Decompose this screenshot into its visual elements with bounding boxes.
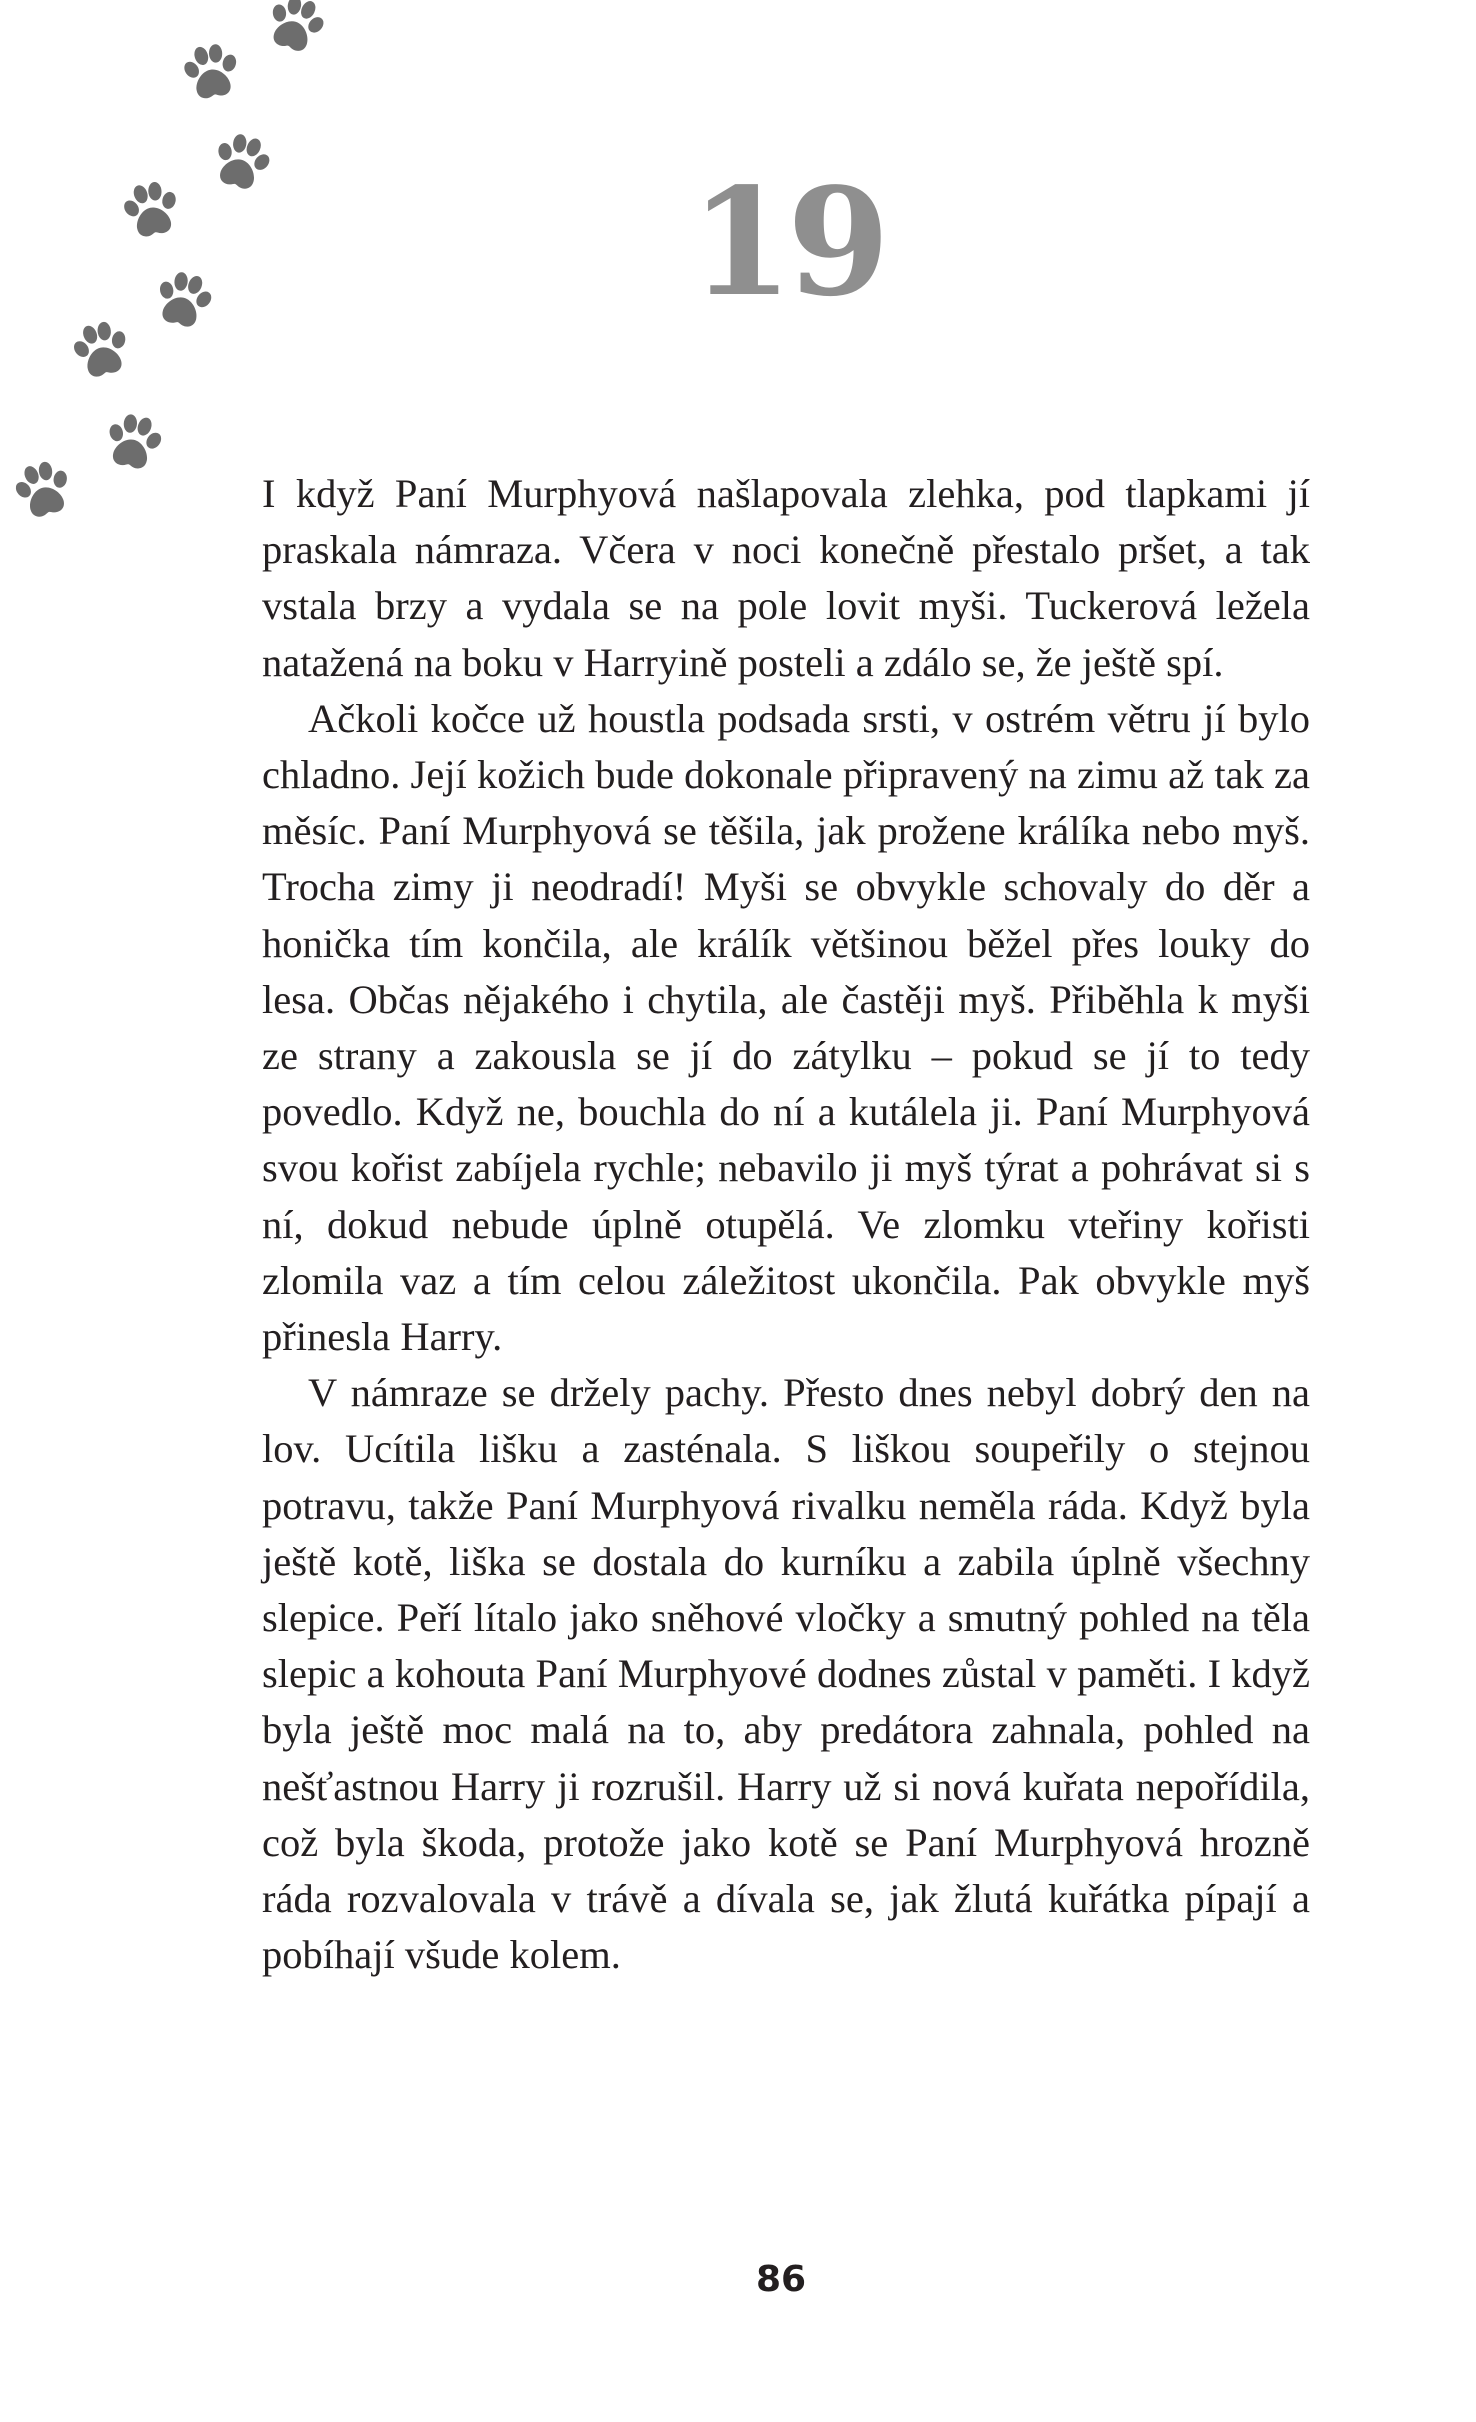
paragraph: I když Paní Murphyová našlapovala zlehka, pod tlapkami jí praskala námraza. Včera v noci konečně přestalo pršet, a tak vstala brzy a vydala se na pole lovit myši. Tuckerová ležela natažená na boku v Harryině posteli a zdálo se, že ještě spí.: [262, 471, 1310, 685]
chapter-text: [262, 466, 1310, 1983]
paw-print-icon: [253, 0, 336, 67]
paragraph: Ačkoli kočce už houstla podsada srsti, v ostrém větru jí bylo chladno. Její kožich bude dokonale připravený na zimu až tak za měsíc. Paní Murphyová se těšila, jak prožene králíka nebo myš. Trocha zimy ji neodradí! Myši se obvykle schovaly do děr a honička tím končila, ale králík většinou běžel přes louky do lesa. Občas nějakého i chytila, ale častěji myš. Přiběhla k myši ze strany a zakousla se jí do zátylku – pokud se jí to tedy povedlo. Když ne, bouchla do ní a kutálela ji. Paní Murphyová svou kořist zabíjela rychle; nebavilo ji myš týrat a pohrávat si s ní, dokud nebude úplně otupělá. Ve zlomku vteřiny kořisti zlomila vaz a tím celou záležitost ukončila. Pak obvykle myš přinesla Harry.: [262, 695, 1310, 1360]
chapter-number: 19: [690, 155, 884, 329]
page-number: 86: [755, 2259, 807, 2300]
paragraph: V námraze se držely pachy. Přesto dnes nebyl dobrý den na lov. Ucítila lišku a zasténala. S liškou soupeřily o stejnou potravu, takže Paní Murphyová rivalku neměla ráda. Když byla ještě kotě, liška se dostala do kurníku a zabila úplně všechny slepice. Peří lítalo jako sněhové vločky a smutný pohled na těla slepic a kohouta Paní Murphyové dodnes zůstal v paměti. I když byla ještě moc malá na to, aby predátora zahnala, pohled na nešťastnou Harry ji rozrušil. Harry už si nová kuřata nepořídila, což byla škoda, protože jako kotě se Paní Murphyová hrozně ráda rozvalovala v trávě a dívala se, jak žlutá kuřátka pípají a pobíhají všude kolem.: [262, 1370, 1310, 1978]
paw-print-icon: [173, 35, 249, 111]
paw-print-icon: [61, 311, 141, 391]
paw-print-icon: [94, 404, 172, 482]
paw-print-icon: [2, 450, 84, 532]
